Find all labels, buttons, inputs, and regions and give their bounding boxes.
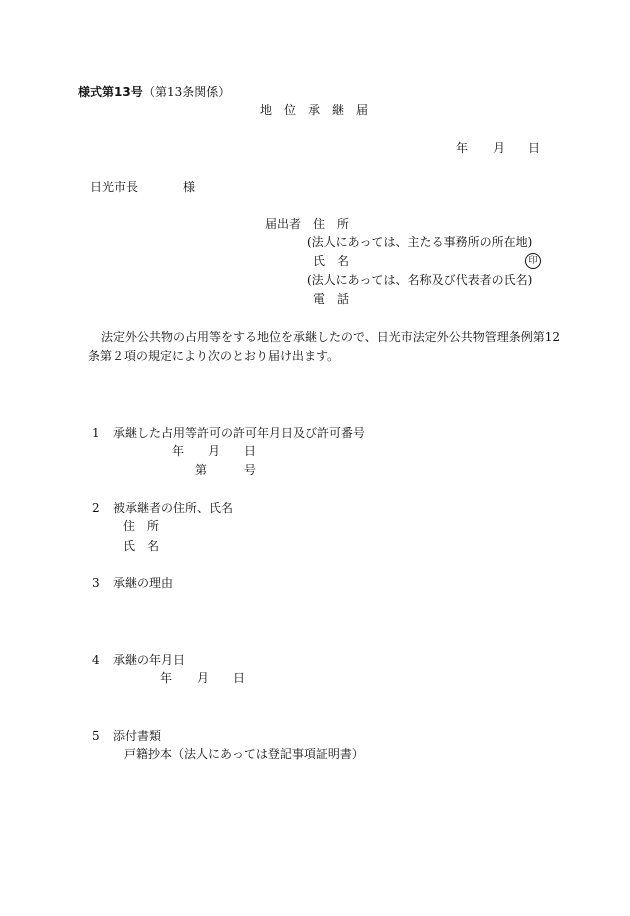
body-text-line-1: 法定外公共物の占用等をする地位を承継したので、日光市法定外公共物管理条例第12: [101, 330, 561, 344]
item-2-number: 2: [92, 501, 100, 515]
date-day-label: 日: [528, 141, 541, 155]
date-month-label: 月: [493, 141, 506, 155]
date-year-label: 年: [456, 141, 469, 155]
applicant-address-label: 住 所: [313, 217, 350, 231]
form-reference: （第13条関係）: [143, 85, 231, 99]
item-5-number: 5: [92, 729, 100, 743]
item-3-label: 承継の理由: [113, 576, 174, 590]
addressee-name: 日光市長: [90, 180, 139, 194]
item-4-year-label: 年: [160, 671, 173, 685]
seal-mark: 印: [525, 253, 541, 269]
addressee-honorific: 様: [183, 180, 196, 194]
item-4-number: 4: [92, 653, 100, 667]
item-4-label: 承継の年月日: [113, 653, 186, 667]
item-1-month-label: 月: [208, 444, 221, 458]
applicant-label: 届出者: [265, 217, 302, 231]
body-text-line-2: 条第２項の規定により次のとおり届け出ます。: [88, 349, 340, 363]
item-2-label: 被承継者の住所、氏名: [113, 501, 234, 515]
item-3-number: 3: [92, 576, 100, 590]
item-2-address-label: 住 所: [123, 519, 160, 533]
item-1-number: 1: [92, 426, 100, 440]
document-title: 地 位 承 継 届: [260, 103, 369, 117]
item-4-month-label: 月: [197, 671, 210, 685]
item-1-number-suffix: 号: [244, 463, 257, 477]
form-number: 様式第13号: [78, 85, 143, 99]
applicant-address-note: (法人にあっては、主たる事務所の所在地): [307, 235, 533, 249]
item-5-detail: 戸籍抄本（法人にあっては登記事項証明書）: [124, 747, 364, 761]
item-1-day-label: 日: [244, 444, 257, 458]
applicant-name-label: 氏 名: [313, 254, 350, 268]
item-5-label: 添付書類: [113, 729, 162, 743]
item-1-year-label: 年: [172, 444, 185, 458]
item-1-number-prefix: 第: [195, 463, 208, 477]
item-1-label: 承継した占用等許可の許可年月日及び許可番号: [113, 426, 366, 440]
item-2-name-label: 氏 名: [123, 539, 160, 553]
applicant-phone-label: 電 話: [313, 292, 350, 306]
item-4-day-label: 日: [233, 671, 246, 685]
applicant-name-note: (法人にあっては、名称及び代表者の氏名): [307, 273, 533, 287]
